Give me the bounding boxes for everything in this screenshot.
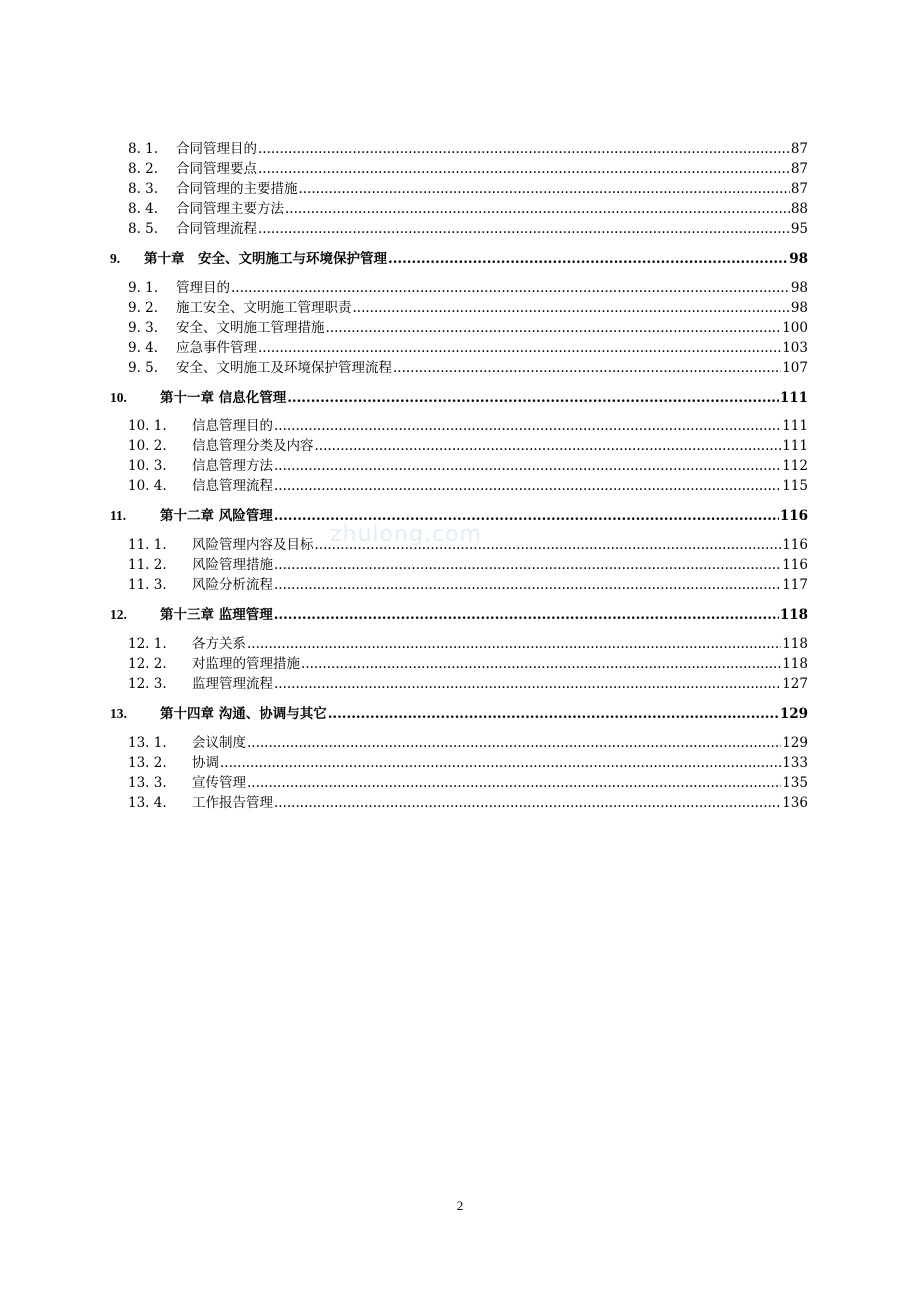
toc-entry-page: 100 — [782, 320, 808, 336]
toc-entry-number: 11. 2. — [128, 557, 167, 573]
toc-chapter-entry[interactable] — [0, 704, 920, 724]
toc-entry-page: 112 — [782, 458, 808, 474]
toc-entry-page: 136 — [782, 795, 808, 811]
dot-leader — [299, 179, 790, 199]
toc-entry-number: 10. 2. — [128, 438, 167, 454]
toc-entry-title: 第十章 安全、文明施工与环境保护管理 — [144, 251, 387, 267]
dot-leader — [231, 278, 790, 298]
toc-entry-number: 12. 3. — [128, 676, 167, 692]
toc-entry-title: 协调 — [192, 755, 219, 771]
toc-entry-title: 合同管理要点 — [176, 161, 257, 177]
toc-entry-page: 98 — [789, 251, 808, 267]
dot-leader — [315, 436, 782, 456]
dot-leader — [353, 298, 790, 318]
watermark: zhulong.com — [330, 522, 482, 547]
toc-entry[interactable] — [0, 436, 920, 456]
toc-entry-number: 11. — [110, 508, 127, 523]
toc-entry-number: 11. 1. — [128, 537, 167, 553]
toc-entry-page: 127 — [782, 676, 808, 692]
toc-entry[interactable] — [0, 318, 920, 338]
toc-entry[interactable] — [0, 159, 920, 179]
toc-entry[interactable] — [0, 139, 920, 159]
toc-entry-title: 信息管理流程 — [192, 478, 273, 494]
toc-entry-page: 129 — [782, 735, 808, 751]
dot-leader — [326, 318, 782, 338]
toc-chapter-entry[interactable] — [0, 249, 920, 269]
toc-entry[interactable] — [0, 634, 920, 654]
toc-chapter-entry[interactable] — [0, 605, 920, 625]
toc-entry[interactable] — [0, 773, 920, 793]
dot-leader — [258, 139, 790, 159]
toc-entry-page: 95 — [790, 221, 808, 237]
toc-entry-number: 8. 4. — [128, 201, 159, 217]
toc-entry-title: 第十四章 沟通、协调与其它 — [160, 706, 327, 722]
dot-leader — [274, 575, 781, 595]
dot-leader — [258, 338, 781, 358]
toc-entry[interactable] — [0, 456, 920, 476]
toc-entry-page: 116 — [779, 508, 808, 524]
dot-leader — [274, 555, 781, 575]
dot-leader — [388, 249, 788, 269]
toc-entry-number: 11. 3. — [128, 577, 167, 593]
toc-entry-number: 9. 4. — [128, 340, 159, 356]
toc-entry-number: 13. 3. — [128, 775, 167, 791]
toc-entry[interactable] — [0, 555, 920, 575]
toc-entry-title: 第十一章 信息化管理 — [160, 390, 287, 406]
toc-entry-number: 9. 3. — [128, 320, 159, 336]
toc-entry-number: 8. 2. — [128, 161, 159, 177]
toc-entry[interactable] — [0, 278, 920, 298]
toc-entry-number: 13. 2. — [128, 755, 167, 771]
toc-entry-page: 116 — [782, 557, 808, 573]
toc-entry-title: 合同管理目的 — [176, 141, 257, 157]
toc-entry-title: 风险分析流程 — [192, 577, 273, 593]
toc-entry-number: 13. 1. — [128, 735, 167, 751]
dot-leader — [301, 654, 781, 674]
toc-entry-title: 施工安全、文明施工管理职责 — [176, 300, 352, 316]
toc-entry-title: 各方关系 — [192, 636, 246, 652]
dot-leader — [274, 793, 781, 813]
toc-entry-number: 8. 3. — [128, 181, 159, 197]
toc-entry[interactable] — [0, 179, 920, 199]
toc-entry-number: 9. 1. — [128, 280, 159, 296]
dot-leader — [287, 388, 779, 408]
toc-entry[interactable] — [0, 575, 920, 595]
toc-entry[interactable] — [0, 753, 920, 773]
toc-entry-page: 103 — [782, 340, 808, 356]
dot-leader — [285, 199, 790, 219]
toc-entry-title: 管理目的 — [176, 280, 230, 296]
toc-entry-number: 12. 1. — [128, 636, 167, 652]
toc-entry-title: 信息管理目的 — [192, 418, 273, 434]
toc-entry-number: 9. 2. — [128, 300, 159, 316]
toc-chapter-entry[interactable] — [0, 388, 920, 408]
toc-entry-page: 117 — [782, 577, 808, 593]
toc-entry-number: 9. 5. — [128, 360, 159, 376]
dot-leader — [247, 733, 781, 753]
toc-entry-page: 116 — [782, 537, 808, 553]
toc-entry-page: 98 — [790, 300, 808, 316]
toc-entry-page: 118 — [782, 656, 808, 672]
toc-entry-number: 10. 3. — [128, 458, 167, 474]
toc-entry-title: 合同管理流程 — [176, 221, 257, 237]
dot-leader — [220, 753, 781, 773]
toc-entry-page: 107 — [782, 360, 808, 376]
toc-entry-title: 合同管理的主要措施 — [176, 181, 298, 197]
toc-entry-title: 第十三章 监理管理 — [160, 607, 273, 623]
toc-entry-title: 风险管理措施 — [192, 557, 273, 573]
toc-entry-page: 129 — [779, 706, 808, 722]
toc-entry-page: 88 — [790, 201, 808, 217]
toc-entry-page: 111 — [779, 390, 808, 406]
dot-leader — [393, 358, 781, 378]
toc-entry-number: 8. 1. — [128, 141, 159, 157]
toc-entry-page: 111 — [782, 438, 808, 454]
dot-leader — [247, 634, 781, 654]
dot-leader — [258, 159, 790, 179]
toc-entry-page: 111 — [782, 418, 808, 434]
toc-entry-page: 87 — [790, 141, 808, 157]
toc-entry-title: 对监理的管理措施 — [192, 656, 300, 672]
dot-leader — [274, 506, 779, 526]
toc-entry[interactable] — [0, 416, 920, 436]
toc-entry-page: 133 — [782, 755, 808, 771]
toc-entry[interactable] — [0, 199, 920, 219]
toc-entry-number: 13. 4. — [128, 795, 167, 811]
dot-leader — [247, 773, 781, 793]
toc-entry-title: 宣传管理 — [192, 775, 246, 791]
dot-leader — [274, 476, 781, 496]
toc-entry-page: 87 — [790, 161, 808, 177]
toc-entry-title: 安全、文明施工及环境保护管理流程 — [176, 360, 392, 376]
toc-entry-title: 工作报告管理 — [192, 795, 273, 811]
toc-chapter-entry[interactable] — [0, 506, 920, 526]
page-number: 2 — [456, 1198, 464, 1213]
dot-leader — [328, 704, 779, 724]
toc-entry[interactable] — [0, 674, 920, 694]
toc-entry-page: 135 — [782, 775, 808, 791]
toc-entry[interactable] — [0, 793, 920, 813]
dot-leader — [274, 456, 781, 476]
toc-entry-page: 87 — [790, 181, 808, 197]
toc-entry-title: 合同管理主要方法 — [176, 201, 284, 217]
toc-entry[interactable] — [0, 358, 920, 378]
toc-entry[interactable] — [0, 298, 920, 318]
dot-leader — [258, 219, 790, 239]
dot-leader — [315, 535, 782, 555]
toc-entry-number: 13. — [110, 706, 127, 721]
toc-entry-number: 10. — [110, 390, 127, 405]
toc-entry-title: 第十二章 风险管理 — [160, 508, 273, 524]
toc-entry-number: 8. 5. — [128, 221, 159, 237]
dot-leader — [274, 416, 781, 436]
toc-entry[interactable] — [0, 219, 920, 239]
toc-entry-page: 118 — [779, 607, 808, 623]
toc-entry-page: 118 — [782, 636, 808, 652]
dot-leader — [274, 605, 779, 625]
toc-entry[interactable] — [0, 476, 920, 496]
toc-entry[interactable] — [0, 338, 920, 358]
toc-entry-title: 信息管理方法 — [192, 458, 273, 474]
toc-entry-number: 10. 1. — [128, 418, 167, 434]
toc-entry[interactable] — [0, 733, 920, 753]
toc-entry-title: 信息管理分类及内容 — [192, 438, 314, 454]
toc-entry-page: 98 — [790, 280, 808, 296]
toc-entry-number: 10. 4. — [128, 478, 167, 494]
toc-entry-number: 9. — [110, 251, 121, 266]
dot-leader — [274, 674, 781, 694]
toc-entry-page: 115 — [782, 478, 808, 494]
toc-entry-title: 风险管理内容及目标 — [192, 537, 314, 553]
toc-entry-title: 安全、文明施工管理措施 — [176, 320, 325, 336]
toc-entry[interactable] — [0, 535, 920, 555]
toc-entry-title: 应急事件管理 — [176, 340, 257, 356]
toc-entry-title: 会议制度 — [192, 735, 246, 751]
toc-entry-number: 12. 2. — [128, 656, 167, 672]
toc-entry-number: 12. — [110, 607, 127, 622]
toc-entry-title: 监理管理流程 — [192, 676, 273, 692]
toc-entry[interactable] — [0, 654, 920, 674]
